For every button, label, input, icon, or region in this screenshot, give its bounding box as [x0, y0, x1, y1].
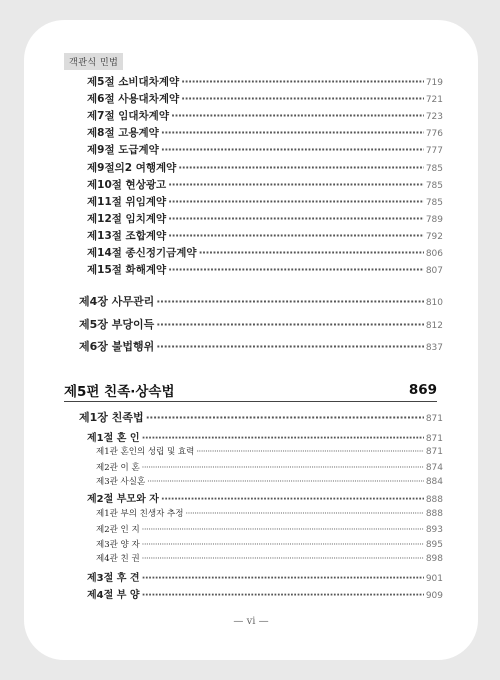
- leader-dots: [142, 525, 424, 535]
- leader-dots: [168, 196, 424, 208]
- toc-entry-label: 제6절 사용대차계약: [87, 93, 180, 106]
- toc-entry-label: 제13절 조합계약: [87, 229, 167, 242]
- leader-dots: [168, 264, 424, 276]
- part-title: 제5편 친족·상속법: [64, 384, 175, 400]
- toc-entry-label: 제2절 부모와 자: [87, 494, 159, 505]
- leader-dots: [142, 573, 424, 584]
- toc-section-entry[interactable]: [87, 490, 443, 505]
- toc-section-entry[interactable]: [87, 142, 443, 157]
- leader-dots: [156, 340, 424, 353]
- toc-entry-label: 제15절 화해계약: [87, 264, 167, 277]
- toc-entry-label: 제7절 임대차계약: [87, 110, 169, 123]
- toc-entry-page: 871: [425, 414, 443, 424]
- toc-subsection-entry[interactable]: [96, 523, 443, 535]
- toc-entry-label: 제4관 친 권: [96, 554, 140, 564]
- toc-entry-page: 812: [425, 321, 443, 331]
- leader-dots: [168, 213, 424, 225]
- leader-dots: [181, 76, 424, 88]
- toc-entry-label: 제11절 위임계약: [87, 195, 167, 208]
- leader-dots: [168, 179, 424, 191]
- toc-entry-page: 893: [425, 525, 443, 535]
- toc-entry-label: 제1관 혼인의 성립 및 효력: [96, 447, 195, 457]
- toc-section-entry[interactable]: [87, 194, 443, 209]
- part-page: 869: [408, 382, 437, 398]
- toc-section-entry[interactable]: [87, 228, 443, 243]
- leader-dots: [142, 433, 424, 444]
- part-heading[interactable]: [64, 380, 437, 400]
- leader-dots: [142, 540, 424, 550]
- leader-dots: [161, 127, 424, 139]
- leader-dots: [178, 162, 424, 174]
- toc-entry-page: 901: [425, 574, 443, 584]
- toc-subsection-entry[interactable]: [96, 552, 443, 564]
- toc-entry-label: 제5절 소비대차계약: [87, 76, 180, 88]
- toc-entry-label: 제2관 이 혼: [96, 463, 140, 473]
- toc-entry-page: 785: [425, 163, 443, 174]
- toc-entry-page: 909: [425, 591, 443, 601]
- toc-entry-page: 785: [425, 180, 443, 191]
- toc-entry-page: 898: [425, 554, 443, 564]
- toc-chapter-entry[interactable]: [79, 316, 443, 332]
- toc-subsection-entry[interactable]: [96, 507, 443, 519]
- leader-dots: [161, 494, 424, 505]
- toc-entry-label: 제12절 임치계약: [87, 212, 167, 225]
- toc-entry-page: 806: [425, 249, 443, 259]
- toc-section-entry[interactable]: [87, 262, 443, 277]
- toc-entry-label: 제3절 후 견: [87, 573, 140, 584]
- toc-entry-page: 789: [425, 214, 443, 225]
- toc-section-entry[interactable]: [87, 429, 443, 444]
- toc-entry-page: 807: [425, 266, 443, 277]
- toc-section-entry[interactable]: [87, 245, 443, 260]
- leader-dots: [185, 509, 423, 519]
- toc-entry-page: 810: [425, 298, 443, 308]
- toc-entry-label: 제8절 고용계약: [87, 127, 159, 140]
- toc-entry-page: 884: [425, 477, 443, 487]
- running-header: 객관식 민법: [64, 53, 123, 70]
- toc-entry-page: 871: [425, 447, 443, 457]
- toc-chapter-entry[interactable]: [79, 293, 443, 309]
- toc-entry-page: 721: [425, 95, 443, 106]
- leader-dots: [156, 318, 424, 331]
- toc-subsection-entry[interactable]: [96, 445, 443, 457]
- toc-section-entry[interactable]: [87, 108, 443, 123]
- toc-entry-label: 제2관 인 지: [96, 525, 140, 535]
- toc-entry-label: 제6장 불법행위: [79, 340, 155, 353]
- toc-subsection-entry[interactable]: [96, 461, 443, 473]
- leader-dots: [171, 110, 424, 122]
- book-page: [24, 20, 478, 660]
- toc-entry-page: 785: [425, 197, 443, 208]
- toc-entry-label: 제4절 부 양: [87, 590, 140, 601]
- toc-section-entry[interactable]: [87, 125, 443, 140]
- leader-dots: [181, 93, 424, 105]
- toc-section-entry[interactable]: [87, 74, 443, 89]
- toc-entry-page: 874: [425, 463, 443, 473]
- toc-section-entry[interactable]: [87, 91, 443, 106]
- toc-entry-label: 제14절 종신정기금계약: [87, 247, 197, 259]
- toc-entry-label: 제1관 부의 친생자 추정: [96, 509, 184, 519]
- toc-subsection-entry[interactable]: [96, 538, 443, 550]
- toc-entry-label: 제9절 도급계약: [87, 144, 159, 157]
- toc-section-entry[interactable]: [87, 569, 443, 584]
- page-number: — vi —: [233, 616, 269, 627]
- toc-entry-page: 777: [425, 146, 443, 157]
- leader-dots: [196, 447, 423, 457]
- toc-entry-page: 723: [425, 112, 443, 123]
- leader-dots: [147, 477, 424, 487]
- leader-dots: [156, 295, 424, 308]
- leader-dots: [146, 411, 424, 424]
- toc-subsection-entry[interactable]: [96, 475, 443, 487]
- toc-entry-label: 제10절 현상광고: [87, 178, 167, 191]
- toc-entry-page: 888: [425, 509, 443, 519]
- toc-section-entry[interactable]: [87, 160, 443, 175]
- toc-entry-label: 제1절 혼 인: [87, 433, 140, 444]
- leader-dots: [142, 554, 424, 564]
- toc-entry-label: 제3관 사실혼: [96, 477, 146, 487]
- toc-entry-label: 제3관 양 자: [96, 540, 140, 550]
- toc-entry-page: 776: [425, 129, 443, 140]
- toc-chapter-entry[interactable]: [79, 338, 443, 354]
- toc-entry-label: 제1장 친족법: [79, 411, 144, 424]
- toc-section-entry[interactable]: [87, 211, 443, 226]
- toc-entry-page: 719: [425, 78, 443, 88]
- toc-section-entry[interactable]: [87, 177, 443, 192]
- toc-entry-label: 제9절의2 여행계약: [87, 161, 177, 174]
- leader-dots: [161, 144, 424, 156]
- toc-entry-page: 792: [425, 231, 443, 242]
- toc-entry-label: 제5장 부당이득: [79, 318, 155, 331]
- part-divider: [64, 401, 437, 402]
- toc-entry-page: 888: [425, 495, 443, 505]
- leader-dots: [142, 463, 424, 473]
- toc-entry-page: 871: [425, 434, 443, 444]
- leader-dots: [168, 230, 424, 242]
- toc-entry-page: 895: [425, 540, 443, 550]
- toc-chapter-entry[interactable]: [79, 409, 443, 425]
- toc-entry-label: 제4장 사무관리: [79, 295, 155, 308]
- toc-section-entry[interactable]: [87, 586, 443, 601]
- toc-entry-page: 837: [425, 343, 443, 353]
- leader-dots: [199, 247, 424, 259]
- leader-dots: [142, 590, 424, 601]
